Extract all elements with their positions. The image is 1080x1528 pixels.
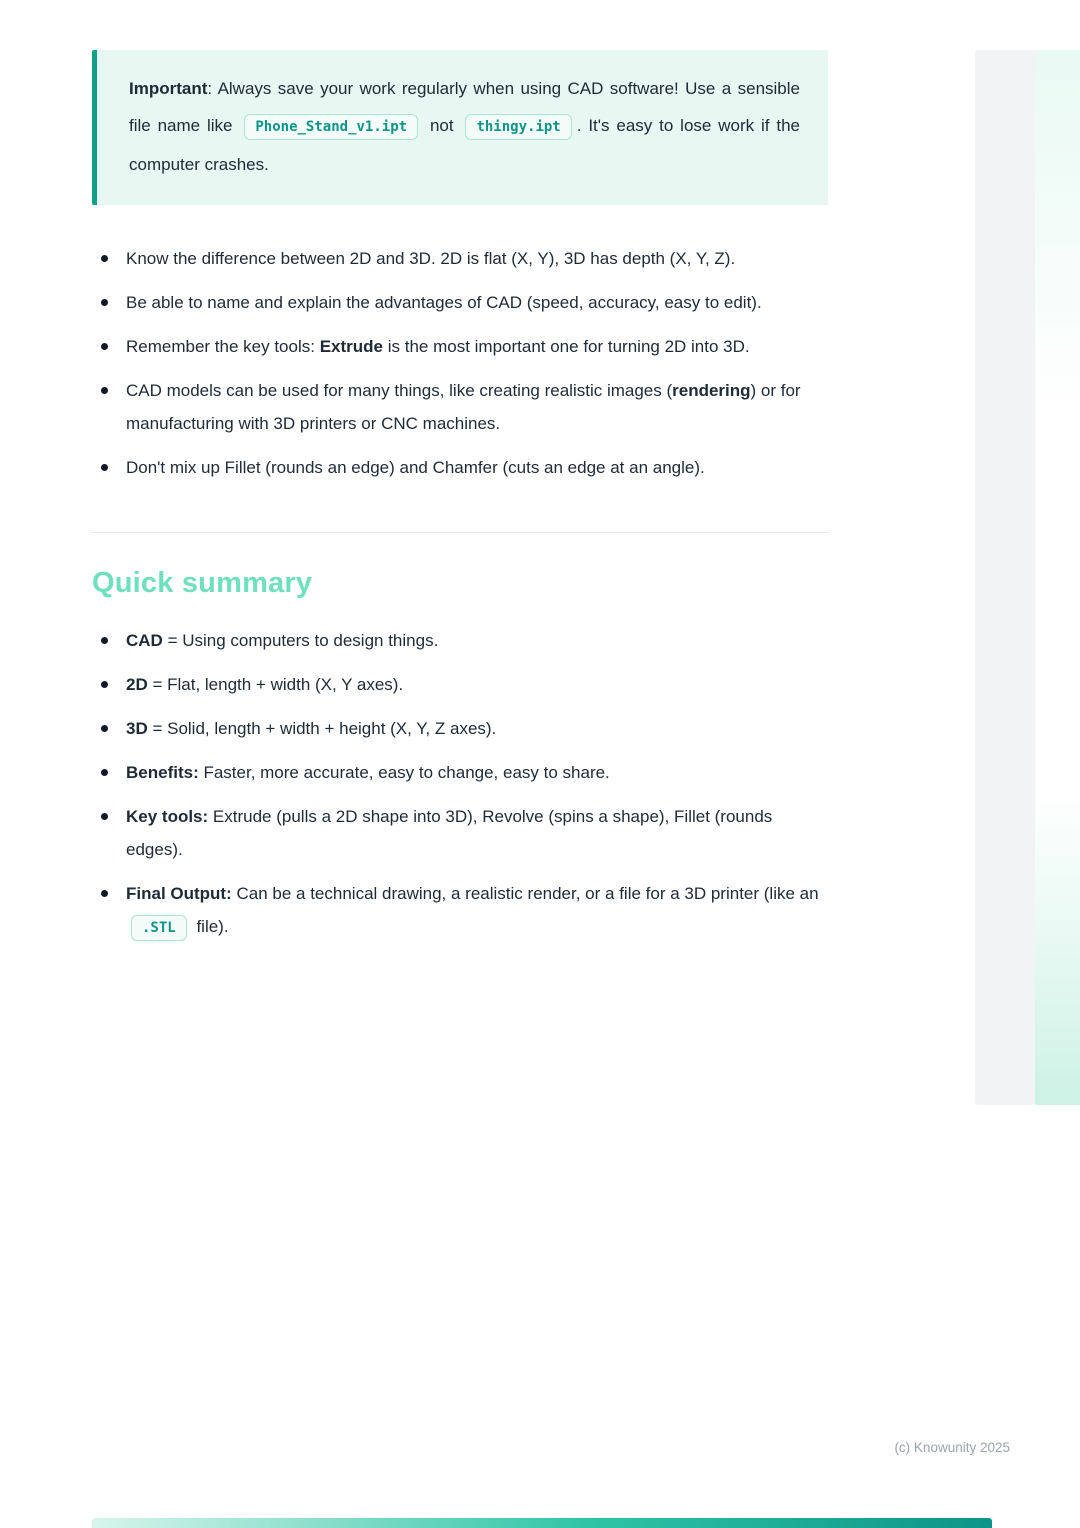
text-segment: not [423,116,461,135]
list-item-text [126,675,403,694]
text-segment: Don't mix up Fillet (rounds an edge) and Chamfer (cuts an edge at an angle). [126,458,705,477]
quick-summary-heading: Quick summary [92,567,313,599]
footer [894,1440,1010,1455]
callout-text [129,70,800,183]
list-item-text [126,293,762,312]
list-item-text [126,381,801,433]
text-segment: file). [191,917,229,936]
list-item [126,286,828,319]
text-segment: . It's easy to lose work if the computer crashes. [129,116,800,174]
bold-text: Key tools: [126,807,209,826]
page-margin-strip [975,50,1035,1105]
inline-code: .STL [131,915,187,941]
important-callout [92,50,828,205]
bold-text: Extrude [319,337,383,356]
right-edge-gradient [1035,50,1080,1105]
inline-code: Phone_Stand_v1.ipt [244,114,418,140]
text-segment: Know the difference between 2D and 3D. 2D is flat (X, Y), 3D has depth (X, Y, Z). [126,249,736,268]
bold-text: 3D [126,719,148,738]
list-item-text [126,458,705,477]
bold-text: Important [129,79,208,98]
list-item-text [126,807,772,859]
list-item-text [126,884,819,936]
text-segment: = Flat, length + width (X, Y axes). [147,675,404,694]
text-segment: = Solid, length + width + height (X, Y, Z axes). [147,719,497,738]
inline-code: thingy.ipt [465,114,571,140]
list-item-text [126,249,735,268]
text-segment: = Using computers to design things. [162,631,439,650]
text-segment: Can be a technical drawing, a realistic render, or a file for a 3D printer (like an [231,884,819,903]
bold-text: Final Output: [126,884,232,903]
list-item [126,374,828,440]
list-item-text [126,631,438,650]
list-item [126,624,828,657]
text-segment: Be able to name and explain the advantages of CAD (speed, accuracy, easy to edit). [126,293,762,312]
summary-list [92,624,828,945]
list-item [126,451,828,484]
text-segment: Remember the key tools: [126,337,320,356]
bottom-accent-bar [92,1518,992,1528]
text-segment: Faster, more accurate, easy to change, easy to share. [198,763,610,782]
bold-text: 2D [126,675,148,694]
list-item [126,800,828,866]
text-segment: CAD models can be used for many things, like creating realistic images ( [126,381,673,400]
text-segment: : Always save your work regularly when using CAD software! Use a sensible file name like [129,79,800,135]
list-item-text [126,763,610,782]
list-item [126,756,828,789]
bold-text: rendering [672,381,751,400]
text-segment: Extrude (pulls a 2D shape into 3D), Revolve (spins a shape), Fillet (rounds edges). [126,807,773,859]
list-item [126,712,828,745]
bold-text: CAD [126,631,163,650]
notes-list [92,242,828,484]
section-divider [92,532,828,533]
text-segment: ) or for manufacturing with 3D printers or CNC machines. [126,381,801,433]
bold-text: Benefits: [126,763,199,782]
copyright-text: (c) Knowunity 2025 [894,1440,1010,1455]
list-item [126,877,828,945]
text-segment: is the most important one for turning 2D into 3D. [383,337,750,356]
list-item-text [126,337,750,356]
list-item-text [126,719,496,738]
list-item [126,330,828,363]
content-column [92,50,828,956]
list-item [126,668,828,701]
list-item [126,242,828,275]
